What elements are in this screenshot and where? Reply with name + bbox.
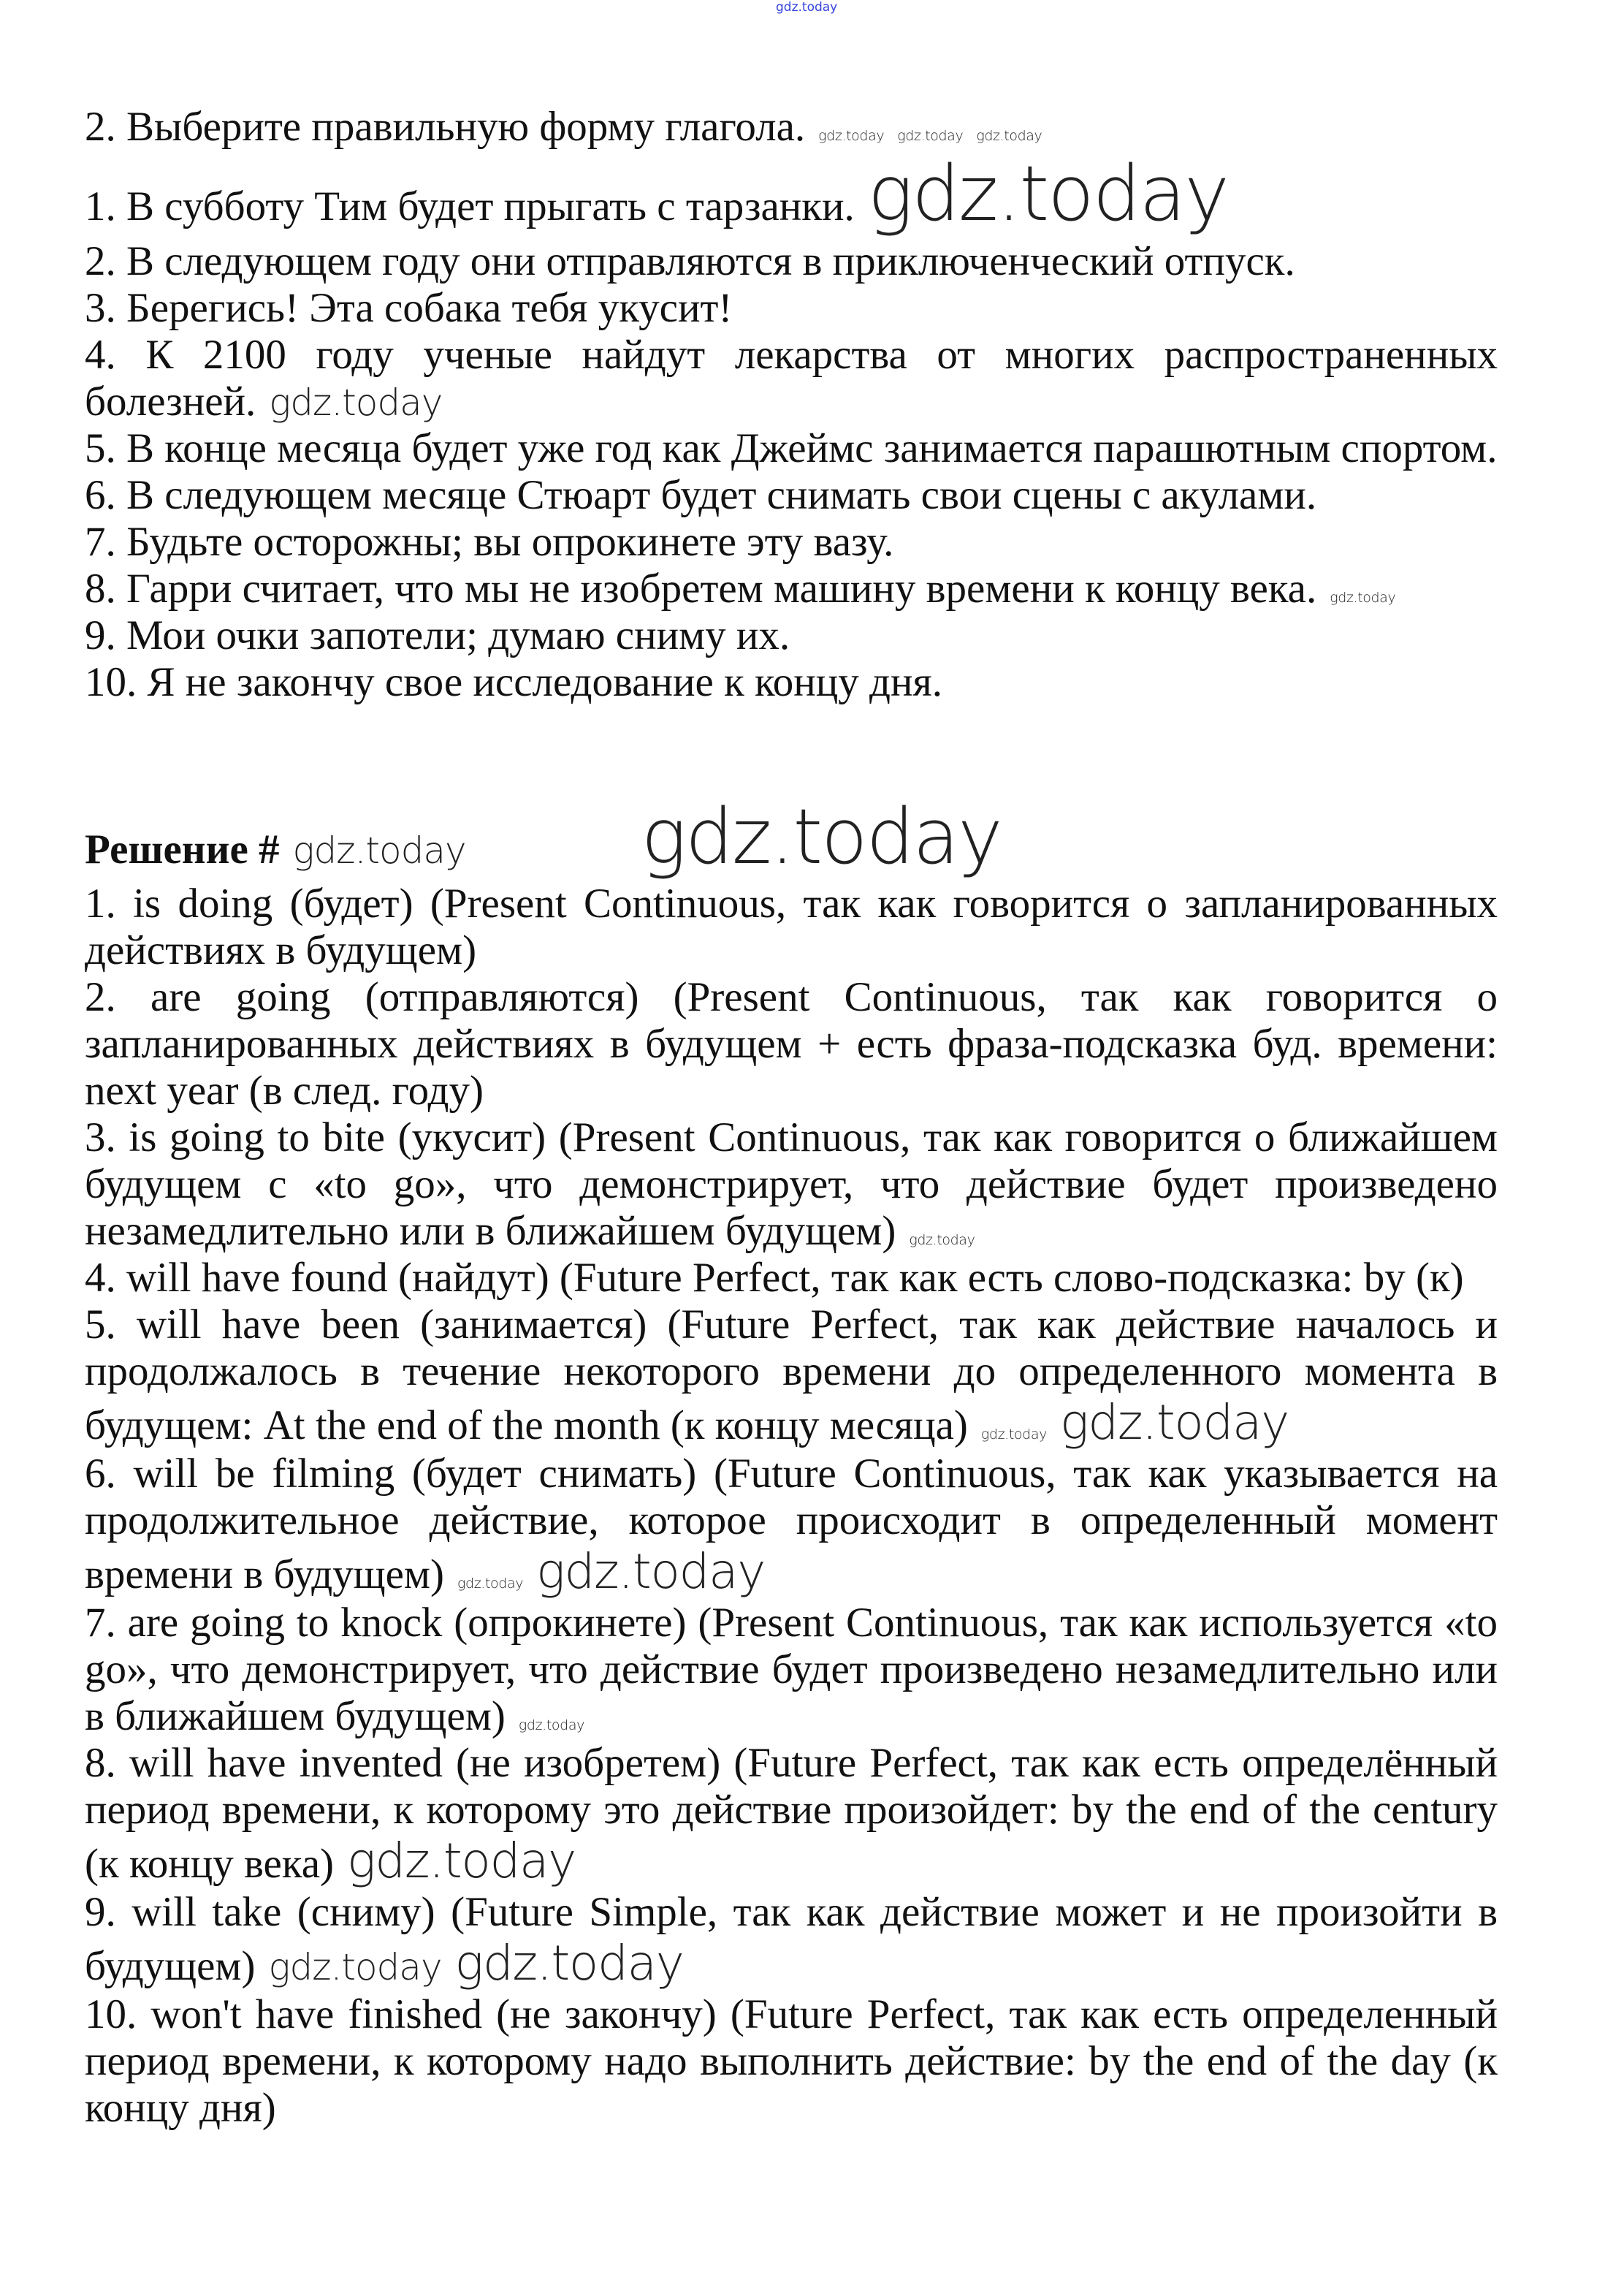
- watermark: gdz.today: [454, 1934, 684, 1991]
- answer-item: 2. are going (отправляются) (Present Continuous, так как говорится о запланированных действиях в будущем + есть фраза-подсказка буд. времени: next year (в след. году): [85, 974, 1498, 1114]
- watermark: gdz.today: [897, 128, 964, 144]
- watermark: gdz.today: [292, 829, 466, 872]
- task-item-line: [85, 332, 1498, 425]
- watermark: gdz.today: [980, 1426, 1047, 1443]
- task-item-line: [85, 151, 1498, 238]
- answer-item-line: [85, 1740, 1498, 1889]
- answer-item: 8. will have invented (не изобретем) (Future Perfect, так как есть определённый период времени, к которому это действие произойдет: by the end of the century (к концу века): [85, 1739, 1498, 1887]
- watermark: gdz.today: [867, 149, 1228, 238]
- task-item: 5. В конце месяца будет уже год как Джеймс занимается парашютным спортом.: [85, 425, 1498, 471]
- watermark: gdz.today: [268, 1945, 442, 1988]
- watermark: gdz.today: [1059, 1394, 1289, 1451]
- watermark: gdz.today: [269, 381, 443, 424]
- task-item: 4. К 2100 году ученые найдут лекарства от многих распространенных болезней.: [85, 331, 1498, 425]
- watermark: gdz.today: [536, 1543, 765, 1600]
- answer-item: 9. will take (сниму) (Future Simple, так как действие может и не произойти в будущем): [85, 1888, 1498, 1989]
- task-title-line: [85, 104, 1498, 151]
- task-item: 8. Гарри считает, что мы не изобретем машину времени к концу века.: [85, 565, 1317, 612]
- answer-item: 4. will have found (найдут) (Future Perfect, так как есть слово-подсказка: by (к): [85, 1255, 1464, 1301]
- watermark: gdz.today: [346, 1832, 576, 1889]
- answer-item: 5. will have been (занимается) (Future Perfect, так как действие началось и продолжалось в течение некоторого времени до определенного момента в будущем: At the end of the month (к концу месяца): [85, 1301, 1498, 1449]
- section-gap: [85, 706, 1498, 794]
- watermark: gdz.today: [518, 1717, 584, 1733]
- watermark: gdz.today: [641, 791, 1002, 881]
- answer-item-line: [85, 1301, 1498, 1451]
- answer-item: 10. won't have finished (не закончу) (Future Perfect, так как есть определенный период времени, к которому надо выполнить действие: by the end of the day (к концу дня): [85, 1991, 1498, 2131]
- task-title: 2. Выберите правильную форму глагола.: [85, 104, 806, 150]
- task-item-line: [85, 566, 1498, 612]
- watermark: gdz.today: [457, 1576, 524, 1592]
- watermark: gdz.today: [976, 128, 1042, 144]
- task-item: 2. В следующем году они отправляются в приключенческий отпуск.: [85, 237, 1295, 284]
- answer-item-line: [85, 1114, 1498, 1255]
- task-item: 7. Будьте осторожны; вы опрокинете эту вазу.: [85, 518, 894, 565]
- task-item: 3. Берегись! Эта собака тебя укусит!: [85, 284, 733, 331]
- task-item: 1. В субботу Тим будет прыгать с тарзанки.: [85, 183, 855, 229]
- watermark: gdz.today: [1330, 589, 1396, 606]
- answer-item-line: [85, 1451, 1498, 1600]
- answer-item: 1. is doing (будет) (Present Continuous, так как говорится о запланированных действиях в будущем): [85, 881, 1498, 974]
- answer-item: 7. are going to knock (опрокинете) (Present Continuous, так как используется «to go», что демонстрирует, что действие будет произведено незамедлительно или в ближайшем будущем): [85, 1599, 1498, 1739]
- answer-item: 3. is going to bite (укусит) (Present Continuous, так как говорится о ближайшем будущем с «to go», что демонстрирует, что действие будет произведено незамедлительно или в ближайшем будущем): [85, 1114, 1498, 1255]
- answer-item-line: [85, 1600, 1498, 1740]
- task-item: 10. Я не закончу свое исследование к концу дня.: [85, 658, 943, 705]
- task-item: 6. В следующем месяце Стюарт будет снимать свои сцены с акулами.: [85, 471, 1317, 518]
- solution-heading: Решение #: [85, 826, 280, 873]
- task-item: 9. Мои очки запотели; думаю сниму их.: [85, 612, 790, 658]
- watermark: gdz.today: [818, 128, 885, 144]
- watermark: gdz.today: [909, 1232, 975, 1249]
- document: [85, 104, 1498, 2132]
- watermark: gdz.today: [776, 0, 838, 15]
- answer-item: 6. will be filming (будет снимать) (Future Continuous, так как указывается на продолжительное действие, которое происходит в определенный момент времени в будущем): [85, 1451, 1498, 1598]
- solution-heading-line: [85, 791, 1498, 881]
- answer-item-line: [85, 1889, 1498, 1991]
